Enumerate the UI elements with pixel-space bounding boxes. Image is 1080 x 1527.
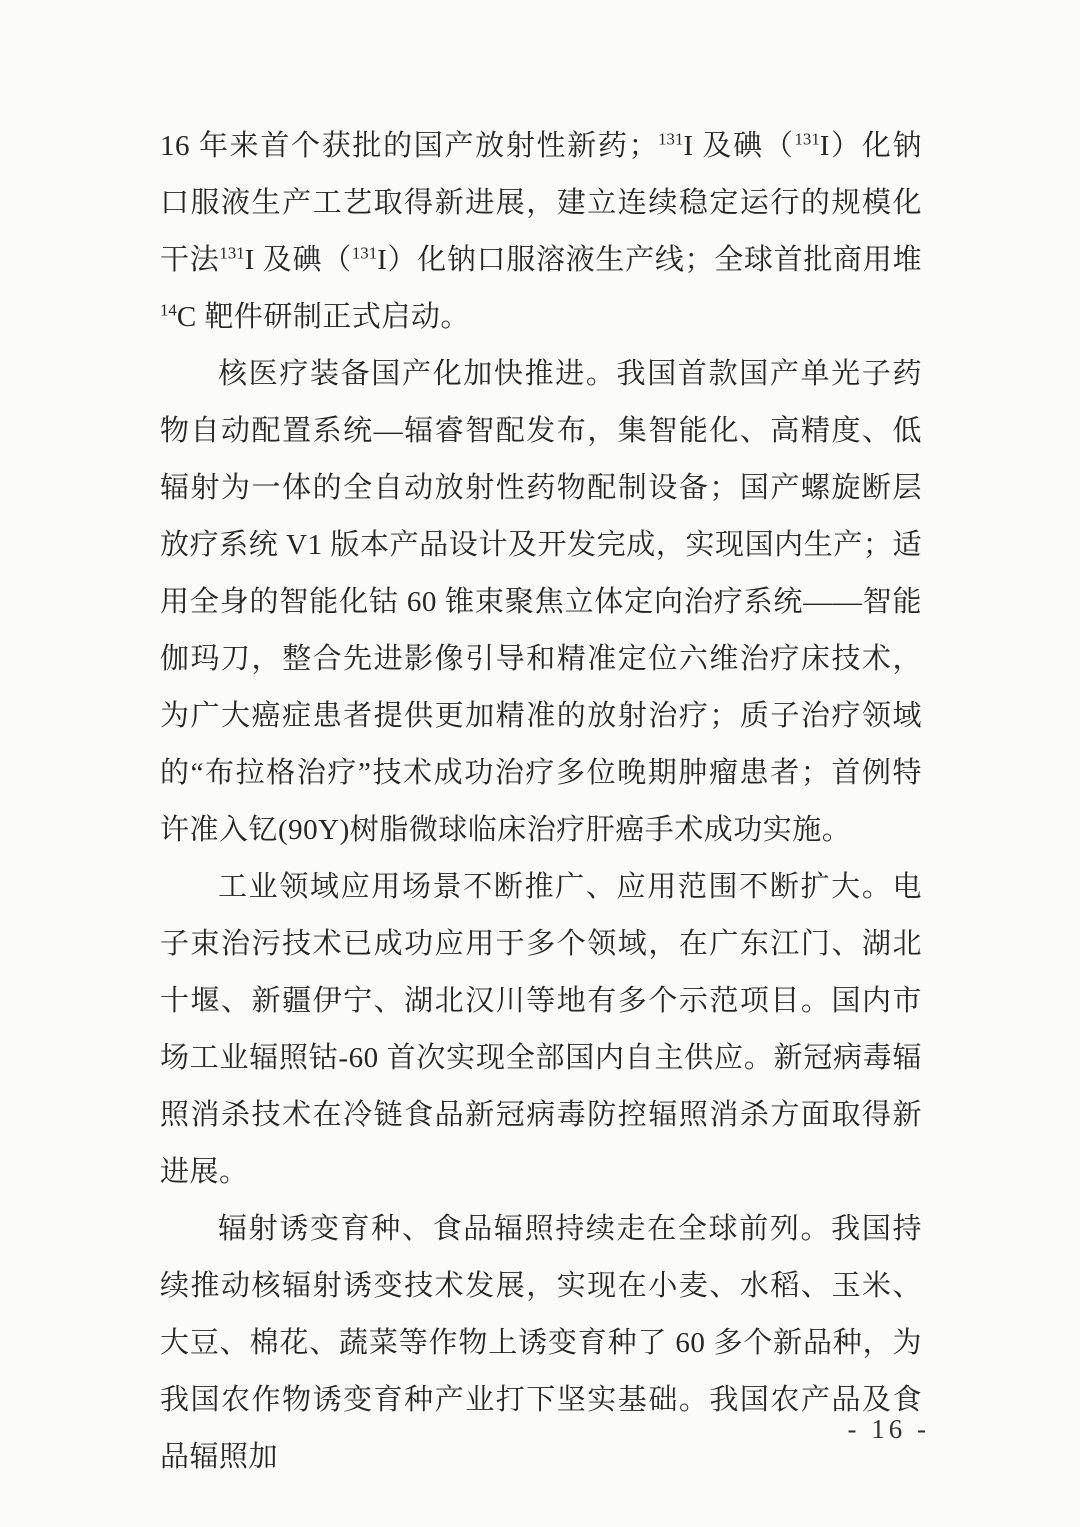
- paragraph: 16 年来首个获批的国产放射性新药；$^{131}$I 及碘（$^{131}$I）化钠口服液生产工艺取得新进展，建立连续稳定运行的规模化干法$^{131}$I 及碘（$^{131}$I）化钠口服溶液生产线；全球首批商用堆 $^{14}$C 靶件研制正式启动。: [160, 129, 922, 333]
- isotope-superscript: 131: [351, 243, 378, 263]
- paragraph: 辐射诱变育种、食品辐照持续走在全球前列。我国持续推动核辐射诱变技术发展，实现在小麦、水稻、玉米、大豆、棉花、蔬菜等作物上诱变育种了 60 多个新品种，为我国农作物诱变育种产业打下坚实基础。我国农产品及食品辐照加: [160, 1213, 922, 1473]
- document-body: [160, 118, 922, 1486]
- isotope-superscript: 14: [160, 300, 177, 320]
- paragraph: 工业领域应用场景不断推广、应用范围不断扩大。电子束治污技术已成功应用于多个领域，在广东江门、湖北十堰、新疆伊宁、湖北汉川等地有多个示范项目。国内市场工业辐照钴-60 首次实现全部国内自主供应。新冠病毒辐照消杀技术在冷链食品新冠病毒防控辐照消杀方面取得新进展。: [160, 871, 922, 1188]
- page-number: - 16 -: [847, 1414, 930, 1444]
- isotope-superscript: 131: [658, 129, 684, 149]
- isotope-superscript: 131: [794, 129, 820, 149]
- paragraph: 核医疗装备国产化加快推进。我国首款国产单光子药物自动配置系统—辐睿智配发布，集智能化、高精度、低辐射为一体的全自动放射性药物配制设备；国产螺旋断层放疗系统 V1 版本产品设计及开发完成，实现国内生产；适用全身的智能化钴 60 锥束聚焦立体定向治疗系统——智能伽玛刀，整合先进影像引导和精准定位六维治疗床技术，为广大癌症患者提供更加精准的放射治疗；质子治疗领域的“布拉格治疗”技术成功治疗多位晚期肿瘤患者；首例特许准入钇(90Y)树脂微球临床治疗肝癌手术成功实施。: [160, 358, 922, 846]
- isotope-superscript: 131: [219, 243, 245, 263]
